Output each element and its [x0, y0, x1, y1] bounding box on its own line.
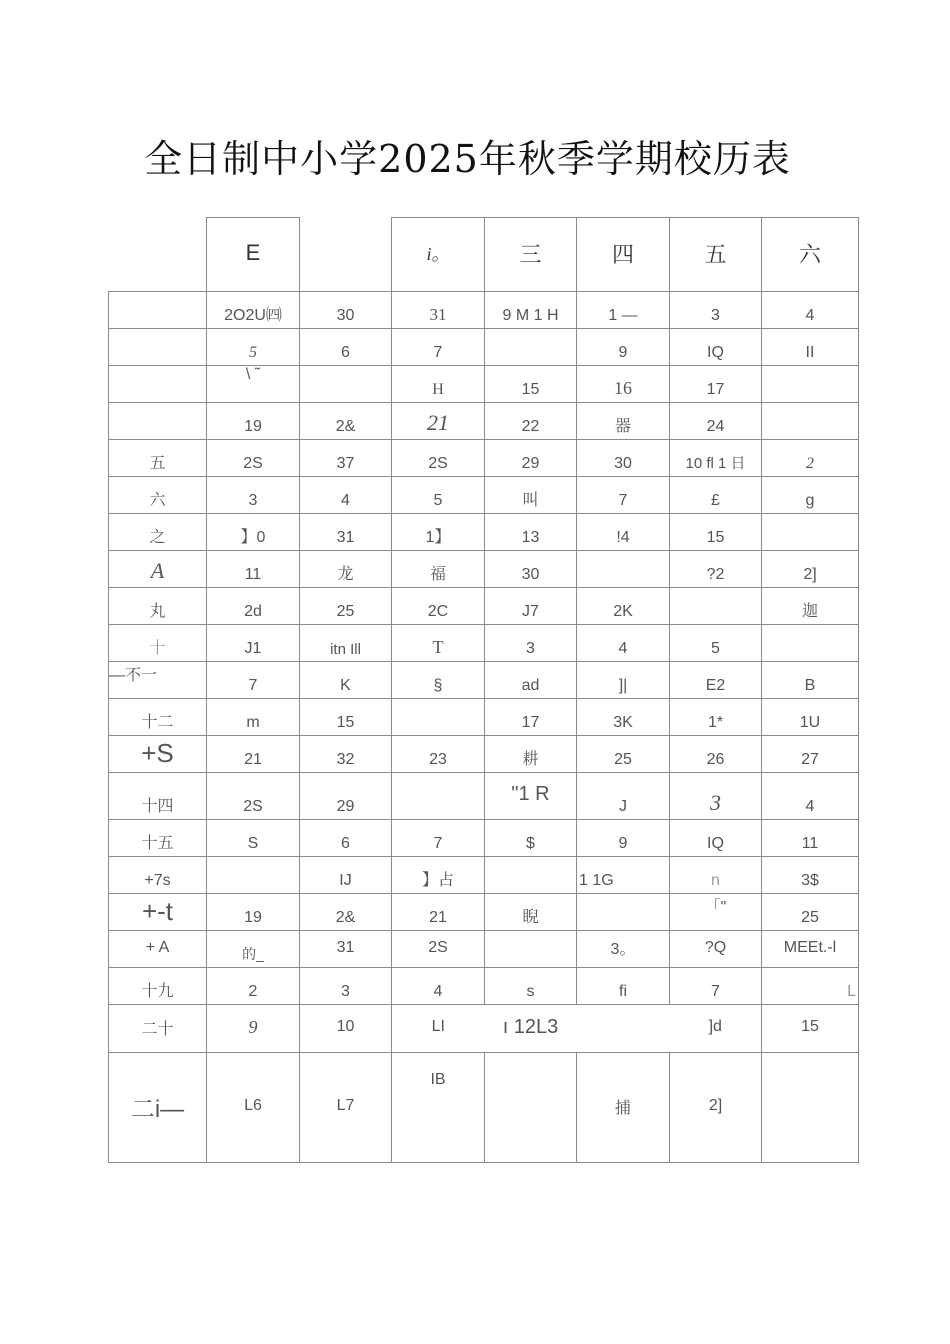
date-cell: 9: [577, 820, 670, 857]
date-cell: 的_: [207, 931, 300, 968]
date-cell: 4: [762, 292, 859, 329]
date-cell: 19: [207, 403, 300, 440]
date-cell: 37: [300, 440, 392, 477]
date-cell: 2]: [762, 551, 859, 588]
date-cell: $: [485, 820, 577, 857]
date-cell: ?Q: [670, 931, 762, 968]
date-cell: IJ: [300, 857, 392, 894]
table-row: [109, 477, 859, 514]
date-cell: 4: [300, 477, 392, 514]
date-cell: [300, 366, 392, 403]
week-cell: + A: [109, 931, 207, 968]
date-cell: [762, 514, 859, 551]
date-cell: ı 12L3: [485, 1005, 577, 1053]
date-cell: 13: [485, 514, 577, 551]
date-cell: 24: [670, 403, 762, 440]
date-cell: 15: [762, 1005, 859, 1053]
date-cell: 3: [300, 968, 392, 1005]
date-cell: 17: [670, 366, 762, 403]
week-cell: 之: [109, 514, 207, 551]
table-row: [109, 699, 859, 736]
date-cell: 3。: [577, 931, 670, 968]
date-cell: 30: [485, 551, 577, 588]
date-cell: LI: [392, 1005, 485, 1053]
date-cell: 11: [762, 820, 859, 857]
date-cell: 15: [300, 699, 392, 736]
date-cell: 4: [577, 625, 670, 662]
date-cell: 4: [392, 968, 485, 1005]
date-cell: 6: [300, 329, 392, 366]
week-cell: 十: [109, 625, 207, 662]
date-cell: 19: [207, 894, 300, 931]
date-cell: !4: [577, 514, 670, 551]
week-cell: +7s: [109, 857, 207, 894]
date-cell: [577, 1005, 670, 1053]
date-cell: T: [392, 625, 485, 662]
date-cell: IQ: [670, 820, 762, 857]
table-row: [109, 662, 859, 699]
week-cell: [109, 329, 207, 366]
date-cell: 30: [300, 292, 392, 329]
date-cell: 器: [577, 403, 670, 440]
table-row: [109, 403, 859, 440]
date-cell: 29: [485, 440, 577, 477]
date-cell: 2C: [392, 588, 485, 625]
date-cell: 睨: [485, 894, 577, 931]
date-cell: 2&: [300, 403, 392, 440]
week-cell: +S: [109, 736, 207, 773]
date-cell: [485, 931, 577, 968]
date-cell: ad: [485, 662, 577, 699]
date-cell: 5: [392, 477, 485, 514]
week-cell: 二十: [109, 1005, 207, 1053]
week-cell: 五: [109, 440, 207, 477]
week-cell: +-t: [109, 894, 207, 931]
date-cell: 2S: [207, 440, 300, 477]
date-cell: [577, 551, 670, 588]
date-cell: 「": [670, 894, 762, 931]
date-cell: 10: [300, 1005, 392, 1053]
date-cell: 耕: [485, 736, 577, 773]
date-cell: 16: [577, 366, 670, 403]
date-cell: 1 —: [577, 292, 670, 329]
date-cell: 21: [392, 403, 485, 440]
date-cell: [762, 366, 859, 403]
date-cell: 15: [485, 366, 577, 403]
date-cell: 2O2U㈣: [207, 292, 300, 329]
table-row: [109, 857, 859, 894]
date-cell: §: [392, 662, 485, 699]
date-cell: 1*: [670, 699, 762, 736]
date-cell: 2: [762, 440, 859, 477]
date-cell: \ ˜: [207, 366, 300, 403]
date-cell: 27: [762, 736, 859, 773]
date-cell: 9 M 1 H: [485, 292, 577, 329]
date-cell: 7: [207, 662, 300, 699]
date-cell: K: [300, 662, 392, 699]
date-cell: 31: [392, 292, 485, 329]
date-cell: ]d: [670, 1005, 762, 1053]
header-day-cell: [300, 218, 392, 292]
date-cell: 叫: [485, 477, 577, 514]
date-cell: m: [207, 699, 300, 736]
date-cell: 5: [207, 329, 300, 366]
calendar-table: [108, 217, 859, 1163]
header-day-cell: i。: [392, 218, 485, 292]
header-day-cell: 六: [762, 218, 859, 292]
date-cell: g: [762, 477, 859, 514]
date-cell: 32: [300, 736, 392, 773]
date-cell: 29: [300, 773, 392, 820]
table-row: [109, 736, 859, 773]
week-cell: 十四: [109, 773, 207, 820]
date-cell: 7: [392, 329, 485, 366]
date-cell: J: [577, 773, 670, 820]
week-cell: 十五: [109, 820, 207, 857]
date-cell: [207, 857, 300, 894]
date-cell: 3: [207, 477, 300, 514]
date-cell: 31: [300, 514, 392, 551]
date-cell: 2K: [577, 588, 670, 625]
date-cell: 1U: [762, 699, 859, 736]
date-cell: 4: [762, 773, 859, 820]
date-cell: 9: [577, 329, 670, 366]
date-cell: 21: [207, 736, 300, 773]
date-cell: 25: [577, 736, 670, 773]
date-cell: 7: [392, 820, 485, 857]
date-cell: 1 1G: [577, 857, 670, 894]
table-row: [109, 968, 859, 1005]
header-day-cell: E: [207, 218, 300, 292]
date-cell: J7: [485, 588, 577, 625]
date-cell: itn Ill: [300, 625, 392, 662]
date-cell: [762, 1053, 859, 1163]
date-cell: 3: [670, 292, 762, 329]
table-row: [109, 440, 859, 477]
date-cell: 1】: [392, 514, 485, 551]
table-row: [109, 292, 859, 329]
header-row: [109, 218, 859, 292]
date-cell: 3$: [762, 857, 859, 894]
date-cell: 26: [670, 736, 762, 773]
date-cell: 2: [207, 968, 300, 1005]
header-week-cell: [109, 218, 207, 292]
date-cell: 3: [670, 773, 762, 820]
date-cell: H: [392, 366, 485, 403]
page-title: 全日制中小学2025年秋季学期校历表: [144, 137, 791, 181]
week-cell: 丸: [109, 588, 207, 625]
date-cell: S: [207, 820, 300, 857]
date-cell: 25: [300, 588, 392, 625]
date-cell: B: [762, 662, 859, 699]
date-cell: 6: [300, 820, 392, 857]
table-row: [109, 931, 859, 968]
date-cell: 3K: [577, 699, 670, 736]
date-cell: 3: [485, 625, 577, 662]
date-cell: 龙: [300, 551, 392, 588]
date-cell: II: [762, 329, 859, 366]
date-cell: 2&: [300, 894, 392, 931]
table-row: [109, 588, 859, 625]
date-cell: [762, 403, 859, 440]
date-cell: 23: [392, 736, 485, 773]
date-cell: 福: [392, 551, 485, 588]
table-row: [109, 514, 859, 551]
week-cell: 十九: [109, 968, 207, 1005]
date-cell: [670, 588, 762, 625]
date-cell: [485, 1053, 577, 1163]
week-cell: [109, 292, 207, 329]
week-cell: [109, 403, 207, 440]
table-row: [109, 1053, 859, 1163]
date-cell: 迦: [762, 588, 859, 625]
week-cell: [109, 366, 207, 403]
date-cell: [485, 857, 577, 894]
table-row: [109, 820, 859, 857]
date-cell: L6: [207, 1053, 300, 1163]
table-row: [109, 551, 859, 588]
week-cell: 二i—: [109, 1053, 207, 1163]
date-cell: s: [485, 968, 577, 1005]
date-cell: [392, 773, 485, 820]
table-row: [109, 625, 859, 662]
date-cell: 21: [392, 894, 485, 931]
date-cell: 2S: [392, 440, 485, 477]
table-row: [109, 1005, 859, 1053]
date-cell: MEEt.-l: [762, 931, 859, 968]
date-cell: IB: [392, 1053, 485, 1163]
date-cell: 2d: [207, 588, 300, 625]
header-day-cell: 三: [485, 218, 577, 292]
date-cell: n: [670, 857, 762, 894]
date-cell: IQ: [670, 329, 762, 366]
date-cell: E2: [670, 662, 762, 699]
date-cell: 】占: [392, 857, 485, 894]
date-cell: £: [670, 477, 762, 514]
date-cell: L: [762, 968, 859, 1005]
date-cell: 31: [300, 931, 392, 968]
date-cell: 2]: [670, 1053, 762, 1163]
date-cell: 5: [670, 625, 762, 662]
date-cell: 11: [207, 551, 300, 588]
date-cell: L7: [300, 1053, 392, 1163]
date-cell: J1: [207, 625, 300, 662]
date-cell: fi: [577, 968, 670, 1005]
table-row: [109, 773, 859, 820]
date-cell: [577, 894, 670, 931]
week-cell: A: [109, 551, 207, 588]
date-cell: 25: [762, 894, 859, 931]
date-cell: 10 fl 1 日: [670, 440, 762, 477]
date-cell: 9: [207, 1005, 300, 1053]
date-cell: 7: [577, 477, 670, 514]
date-cell: 】0: [207, 514, 300, 551]
date-cell: [762, 625, 859, 662]
header-day-cell: 四: [577, 218, 670, 292]
week-cell: 六: [109, 477, 207, 514]
date-cell: 22: [485, 403, 577, 440]
date-cell: 15: [670, 514, 762, 551]
header-day-cell: 五: [670, 218, 762, 292]
date-cell: 2S: [392, 931, 485, 968]
date-cell: 捕: [577, 1053, 670, 1163]
week-cell: 十二: [109, 699, 207, 736]
date-cell: 2S: [207, 773, 300, 820]
date-cell: 30: [577, 440, 670, 477]
table-row: [109, 329, 859, 366]
date-cell: 17: [485, 699, 577, 736]
date-cell: ]|: [577, 662, 670, 699]
table-row: [109, 894, 859, 931]
date-cell: [485, 329, 577, 366]
date-cell: "1 R: [485, 773, 577, 820]
date-cell: 7: [670, 968, 762, 1005]
table-row: [109, 366, 859, 403]
week-cell: —不一: [109, 662, 207, 699]
date-cell: ?2: [670, 551, 762, 588]
date-cell: [392, 699, 485, 736]
